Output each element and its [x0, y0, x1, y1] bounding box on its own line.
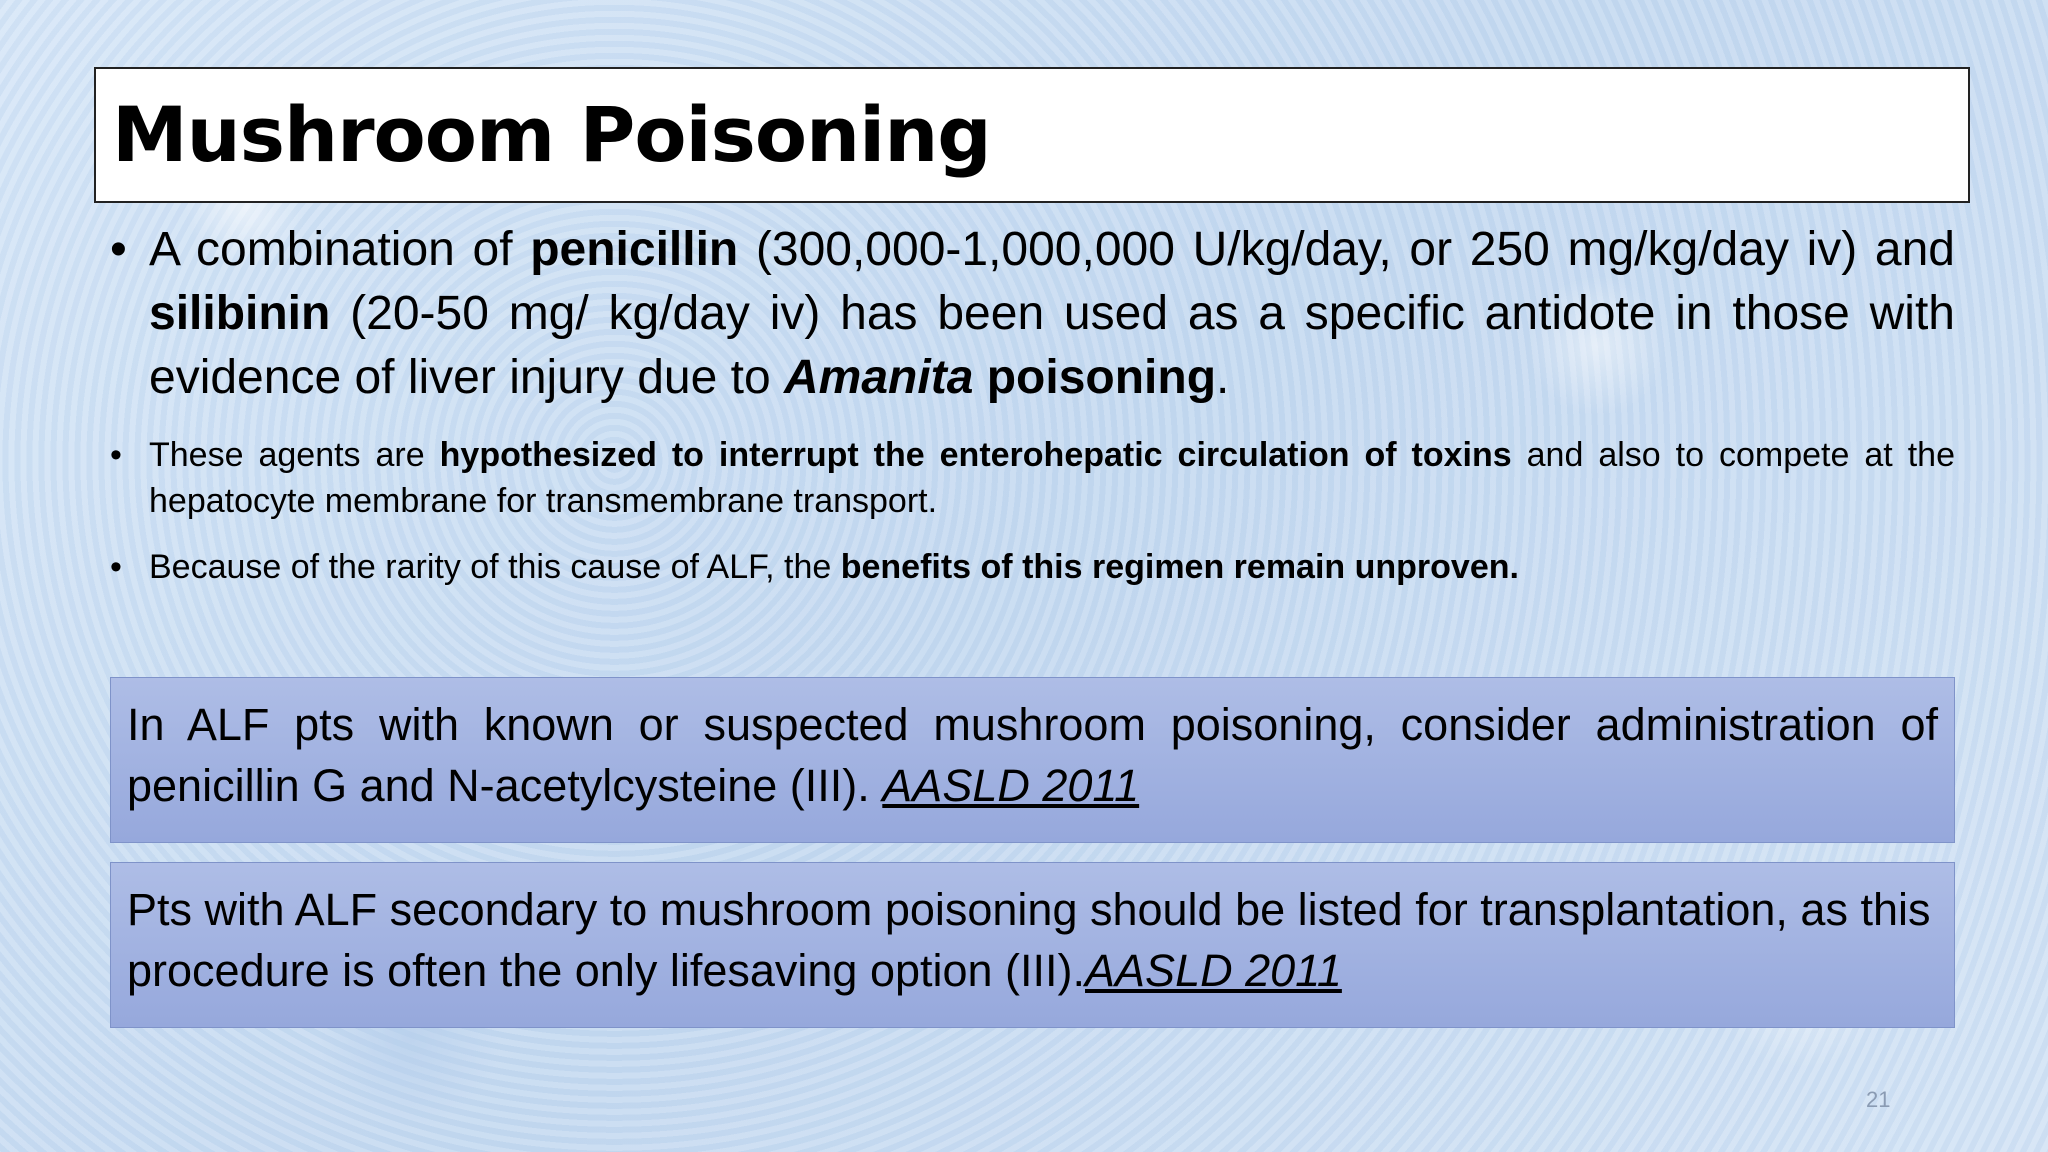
bullet-antidote-combination	[110, 218, 1955, 410]
recommendation-box-transplant	[110, 862, 1955, 1028]
bullet-dot-icon: •	[110, 548, 122, 586]
page-number: 21	[1866, 1087, 1891, 1112]
recommendation-text: Pts with ALF secondary to mushroom poisoning should be listed for transplantation, as this procedure is often the only lifesaving option (III).	[127, 884, 1931, 996]
bullet-unproven	[110, 544, 1955, 590]
bullet-text: (300,000-1,000,000 U/kg/day, or 250 mg/kg/day iv) and	[738, 223, 1955, 276]
bold-mechanism: hypothesized to interrupt the enterohepatic circulation of toxins	[439, 436, 1512, 474]
bullet-text: and also to compete at the hepatocyte membrane for transmembrane transport.	[149, 436, 1955, 520]
bullet-dot-icon: •	[110, 436, 122, 474]
bold-poisoning: poisoning	[986, 351, 1217, 404]
bullet-text: A combination of	[149, 223, 531, 276]
bullet-text: These agents are	[149, 436, 440, 474]
bullet-dot-icon: •	[110, 223, 127, 276]
bold-italic-amanita: Amanita	[784, 351, 974, 404]
recommendation-text: In ALF pts with known or suspected mushroom poisoning, consider administration of penicillin G and N-acetylcysteine (III).	[127, 699, 1938, 811]
bullet-text: .	[1216, 351, 1230, 404]
bullet-text: (20-50 mg/ kg/day iv) has been used as a specific antidote in those with evidence of liver injury due to	[149, 287, 1955, 404]
bullet-text: Because of the rarity of this cause of ALF, the	[149, 548, 841, 586]
title-box	[94, 67, 1970, 203]
bold-silibinin: silibinin	[149, 287, 331, 340]
bullet-list	[110, 218, 1955, 590]
citation-aasld: AASLD 2011	[1085, 945, 1342, 996]
bullet-mechanism	[110, 432, 1955, 524]
bold-unproven: benefits of this regimen remain unproven.	[840, 548, 1519, 586]
bold-penicillin: penicillin	[530, 223, 739, 276]
citation-aasld: AASLD 2011	[882, 760, 1140, 811]
slide-title: Mushroom Poisoning	[112, 90, 991, 179]
recommendation-box-penicillin	[110, 677, 1955, 843]
